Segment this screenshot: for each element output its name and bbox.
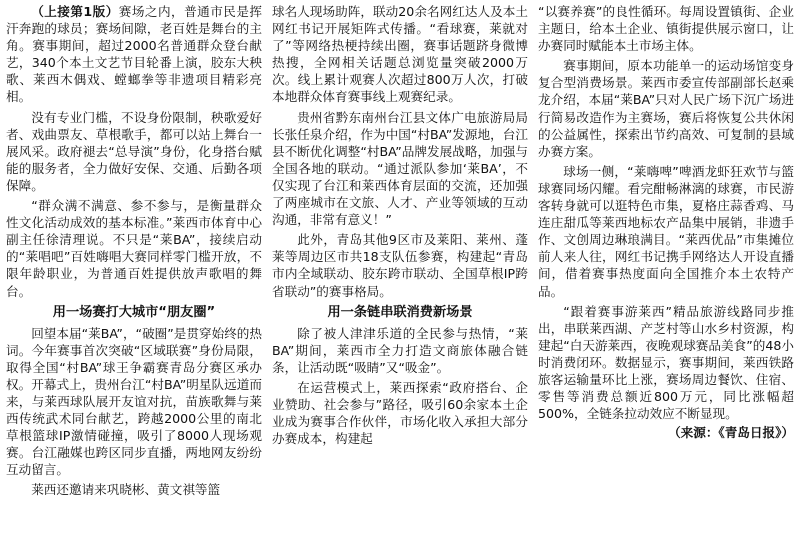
paragraph: 除了被人津津乐道的全民参与热情，“莱BA”期间，莱西市全力打造文商旅体融合链条，让活动既“吸睛”又“吸金”。 — [272, 325, 528, 375]
paragraph-text: 赛场之内，普通市民是挥汗奔跑的球员；赛场间隙，老百姓是舞台的主角。赛事期间，超过2000名普通群众登台献艺，340个本土文艺节目轮番上演，胶东大秧歌、莱西木偶戏、螳螂拳等非遗项目精彩亮相。 — [6, 4, 262, 105]
continuation-tag: （上接第1版） — [31, 4, 119, 19]
paragraph: 没有专业门槛，不设身份限制，秧歌爱好者、戏曲票友、草根歌手，都可以站上舞台一展风采。政府褪去“总导演”身份，化身搭台赋能的服务者，全力做好安保、交通、后勤各项保障。 — [6, 109, 262, 193]
paragraph: 在运营模式上，莱西探索“政府搭台、企业赞助、社会参与”路径，吸引60余家本土企业成为赛事合作伙伴，市场化收入承担大部分办赛成本，构建起 — [272, 379, 528, 447]
paragraph: 赛事期间，原本功能单一的运动场馆变身复合型消费场景。莱西市委宣传部副部长赵乘龙介绍，本届“莱BA”只对人民广场下沉广场进行简易改造作为主赛场，赛后将恢复公共休闲的公益属性，探索出节约高效、可复制的县域办赛方案。 — [538, 58, 794, 159]
column-3 — [538, 3, 794, 543]
section-subheading: 用一场赛打大城市“朋友圈” — [52, 304, 216, 320]
paragraph: 回望本届“莱BA”，“破圈”是贯穿始终的热词。今年赛事首次突破“区域联赛”身份局限，取得全国“村BA”球王争霸赛青岛分赛区承办权。开幕式上，贵州台江“村BA”明星队远道而来，与莱西球队展开友谊对抗，苗族歌舞与莱西传统武术同台献艺，跨越2000公里的南北草根篮球IP激情碰撞，吸引了8000人现场观赛。台江融媒也跨区同步直播，两地网友纷纷互动留言。 — [6, 325, 262, 478]
column-1 — [6, 3, 262, 543]
paragraph: 莱西还邀请来巩晓彬、黄文祺等篮 — [31, 482, 221, 498]
source-credit: （来源：《青岛日报》） — [668, 425, 794, 441]
paragraph: “以赛养赛”的良性循环。每周设置镇街、企业主题日，给本土企业、镇街提供展示窗口，让办赛同时赋能本土市场主体。 — [538, 4, 794, 54]
paragraph: 球名人现场助阵，联动20余名网红达人及本土网红书记开展矩阵式传播。“看球赛，莱就对了”等网络热梗持续出圈，赛事话题跻身微博热搜，全网相关话题总浏览量突破2000万次。线上累计观赛人次超过800万人次，打破本地群众体育赛事线上观赛纪录。 — [272, 4, 528, 105]
paragraph: 此外，青岛其他9区市及莱阳、莱州、蓬莱等周边区市共18支队伍参赛，构建起“青岛市内全域联动、胶东跨市联动、全国草根IP跨省联动”的赛事格局。 — [272, 232, 528, 299]
paragraph: “群众满不满意、参不参与，是衡量群众性文化活动成效的基本标准。”莱西市体育中心副主任徐清理说。不只是“莱BA”，接续启动的“莱唱吧”百姓嗨唱大赛同样零门槛开放，不限年龄职业，为普通百姓提供放声歌唱的舞台。 — [6, 198, 262, 299]
paragraph: 球场一侧，“莱嗨啤”啤酒龙虾狂欢节与篮球赛同场闪耀。看完酣畅淋漓的球赛，市民游客转身就可以逛特色市集，夏格庄蒜香鸡、马连庄甜瓜等莱西地标农产品集中展销，非遗手作、文创周边琳琅满目。“莱西优品”市集摊位前人来人往，网红书记携手网络达人开设直播间，借着赛事热度面向全国推介本土农特产品。 — [538, 163, 794, 299]
section-subheading: 用一条链串联消费新场景 — [327, 304, 473, 320]
paragraph: 贵州省黔东南州台江县文体广电旅游局局长张任泉介绍，作为中国“村BA”发源地，台江县不断优化调整“村BA”品牌发展战略，加强与全国各地的联动。“通过派队参加‘莱BA’，不仅实现了台江和莱西体育层面的交流，还加强了两座城市在文旅、人才、产业等领域的互动沟通，非常有意义！” — [272, 109, 528, 228]
paragraph: “跟着赛事游莱西”精品旅游线路同步推出，串联莱西湖、产芝村等山水乡村资源，构建起“白天游莱西，夜晚观球赛品美食”的48小时消费闭环。数据显示，赛事期间，莱西铁路旅客运输量环比上涨，赛场周边餐饮、住宿、零售等消费总额近800万元，同比涨幅超500%，全链条拉动效应不断显现。 — [538, 303, 794, 422]
paragraph — [6, 3, 262, 106]
column-2 — [272, 3, 528, 543]
